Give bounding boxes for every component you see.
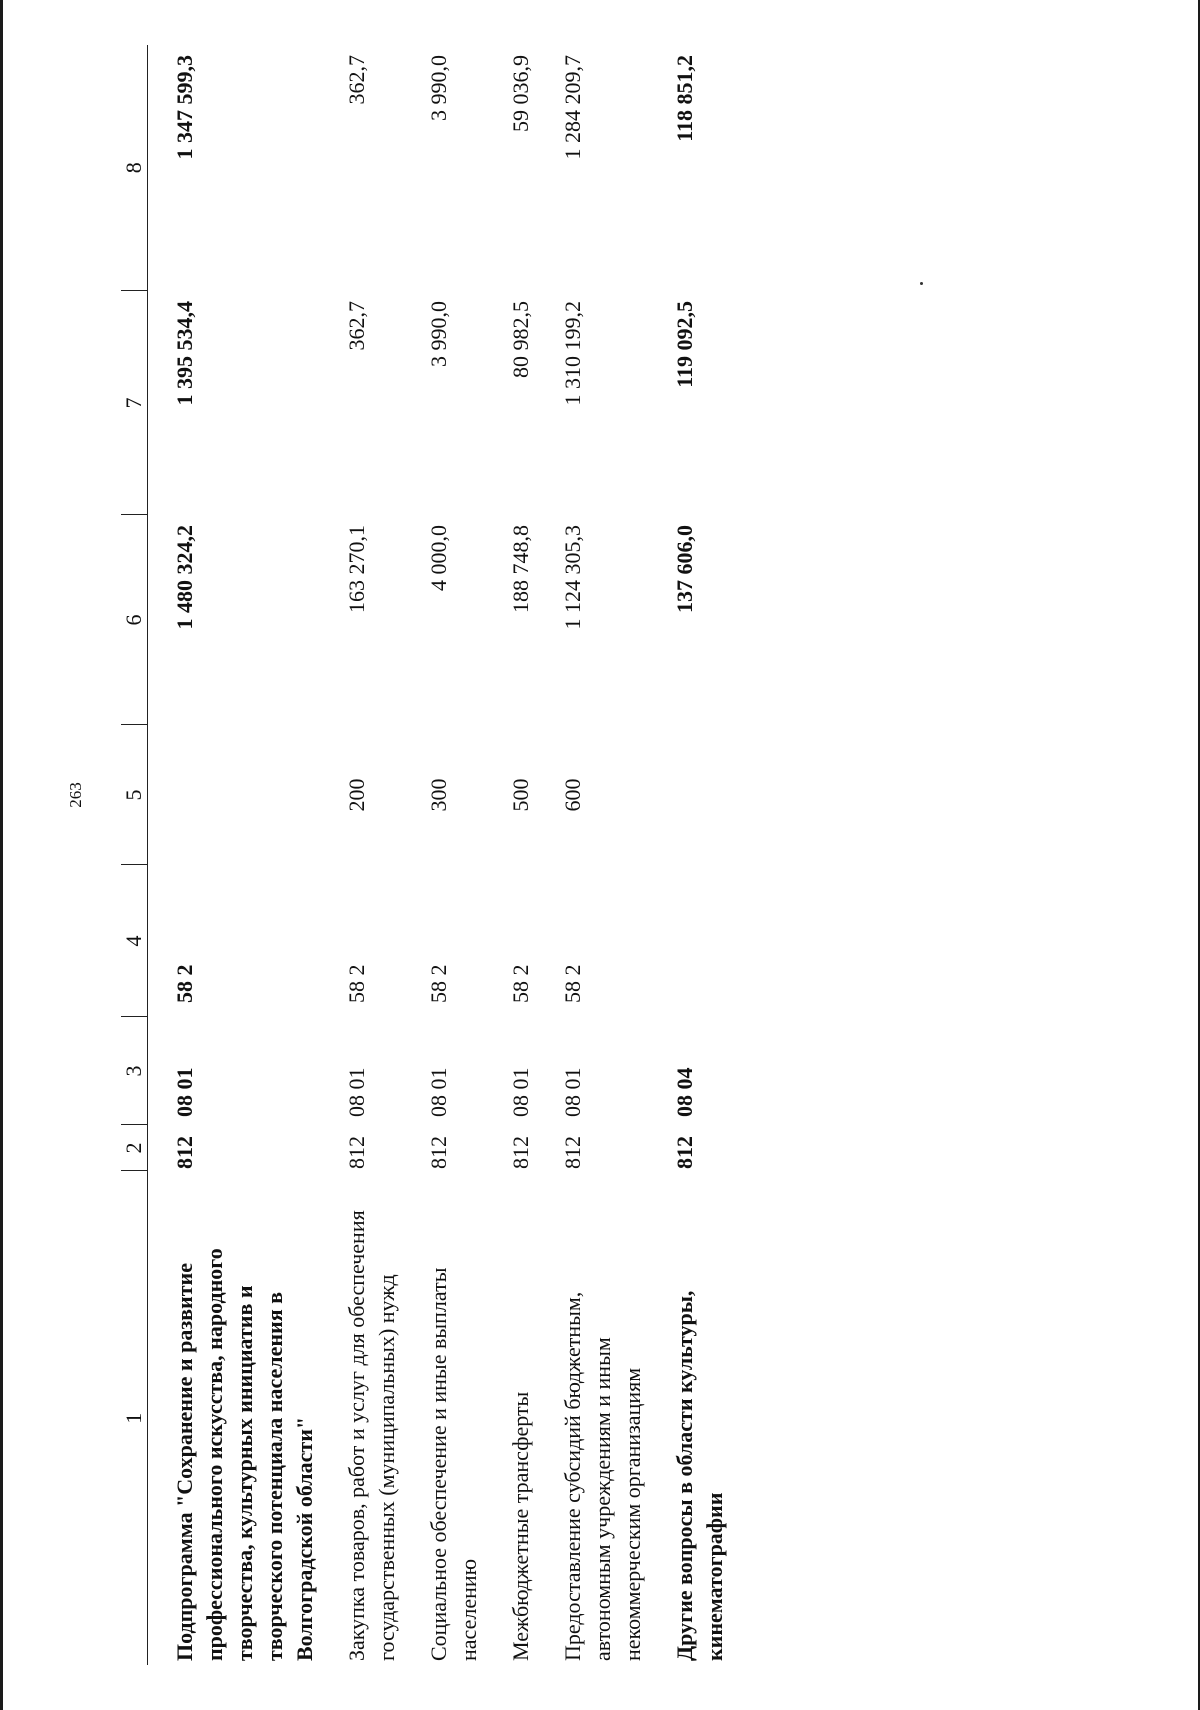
target-article-code: 58 2 [344,964,369,1003]
amount-col-6: 188 748,8 [508,525,533,613]
section-code: 08 01 [508,1067,533,1117]
table-header-row [121,45,148,1665]
section-code: 08 01 [172,1067,197,1117]
expense-type-code [170,725,320,865]
scan-speck [920,282,923,285]
ministry-code: 812 [172,1136,197,1169]
amount-col-8: 1 284 209,7 [560,55,585,160]
column-header-6: 6 [121,515,148,725]
row-name: Предоставление субсидий бюджетным, автономным учреждениям и иным некоммерческим организациям [560,1291,645,1661]
column-header-4: 4 [121,865,148,1017]
column-header-5: 5 [121,725,148,865]
expense-type-code: 500 [508,778,533,812]
amount-col-7: 80 982,5 [508,301,533,378]
ministry-code: 812 [672,1136,697,1169]
column-header-1: 1 [121,1171,148,1665]
row-name: Межбюджетные трансферты [508,1391,533,1661]
table-row [670,45,730,1665]
row-name: Другие вопросы в области культуры, кинематографии [672,1290,727,1661]
column-header-2: 2 [121,1125,148,1171]
row-name: Закупка товаров, работ и услуг для обеспечения государственных (муниципальных) нужд [344,1210,399,1661]
table-row [424,45,484,1665]
expense-type-code [670,725,730,865]
section-code: 08 01 [426,1067,451,1117]
amount-col-8: 118 851,2 [672,55,697,142]
document-page [65,35,1115,1665]
target-article-code: 58 2 [560,964,585,1003]
ministry-code: 812 [426,1136,451,1169]
amount-col-8: 1 347 599,3 [172,55,197,160]
amount-col-7: 1 310 199,2 [560,301,585,406]
column-header-7: 7 [121,291,148,515]
ministry-code: 812 [508,1136,533,1169]
amount-col-6: 4 000,0 [426,525,451,591]
section-code: 08 01 [344,1067,369,1117]
amount-col-6: 1 124 305,3 [560,525,585,630]
table-row [506,45,536,1665]
ministry-code: 812 [344,1136,369,1169]
amount-col-7: 119 092,5 [672,301,697,388]
budget-table [121,45,730,1665]
expense-type-code: 600 [560,778,585,812]
ministry-code: 812 [560,1136,585,1169]
amount-col-8: 59 036,9 [508,55,533,132]
expense-type-code: 200 [344,778,369,812]
table-row [170,45,320,1665]
column-header-3: 3 [121,1017,148,1125]
section-code: 08 04 [672,1067,697,1117]
column-header-8: 8 [121,45,148,291]
amount-col-7: 362,7 [344,301,369,351]
row-name: Социальное обеспечение и иные выплаты населению [426,1267,481,1661]
table-row [558,45,648,1665]
amount-col-6: 137 606,0 [672,525,697,613]
target-article-code: 58 2 [426,964,451,1003]
target-article-code: 58 2 [508,964,533,1003]
table-row [342,45,402,1665]
amount-col-6: 1 480 324,2 [172,525,197,630]
expense-type-code: 300 [426,778,451,812]
row-name: Подпрограмма "Сохранение и развитие профессионального искусства, народного творчества, культурных инициатив и творческого потенциала населения в Волгоградской области" [172,1248,317,1661]
target-article-code [670,865,730,1017]
amount-col-8: 362,7 [344,55,369,105]
amount-col-6: 163 270,1 [344,525,369,613]
amount-col-7: 3 990,0 [426,301,451,367]
amount-col-7: 1 395 534,4 [172,301,197,406]
target-article-code: 58 2 [172,964,197,1003]
page-number: 263 [66,782,85,808]
section-code: 08 01 [560,1067,585,1117]
scan-edge-left [0,0,3,1710]
amount-col-8: 3 990,0 [426,55,451,121]
